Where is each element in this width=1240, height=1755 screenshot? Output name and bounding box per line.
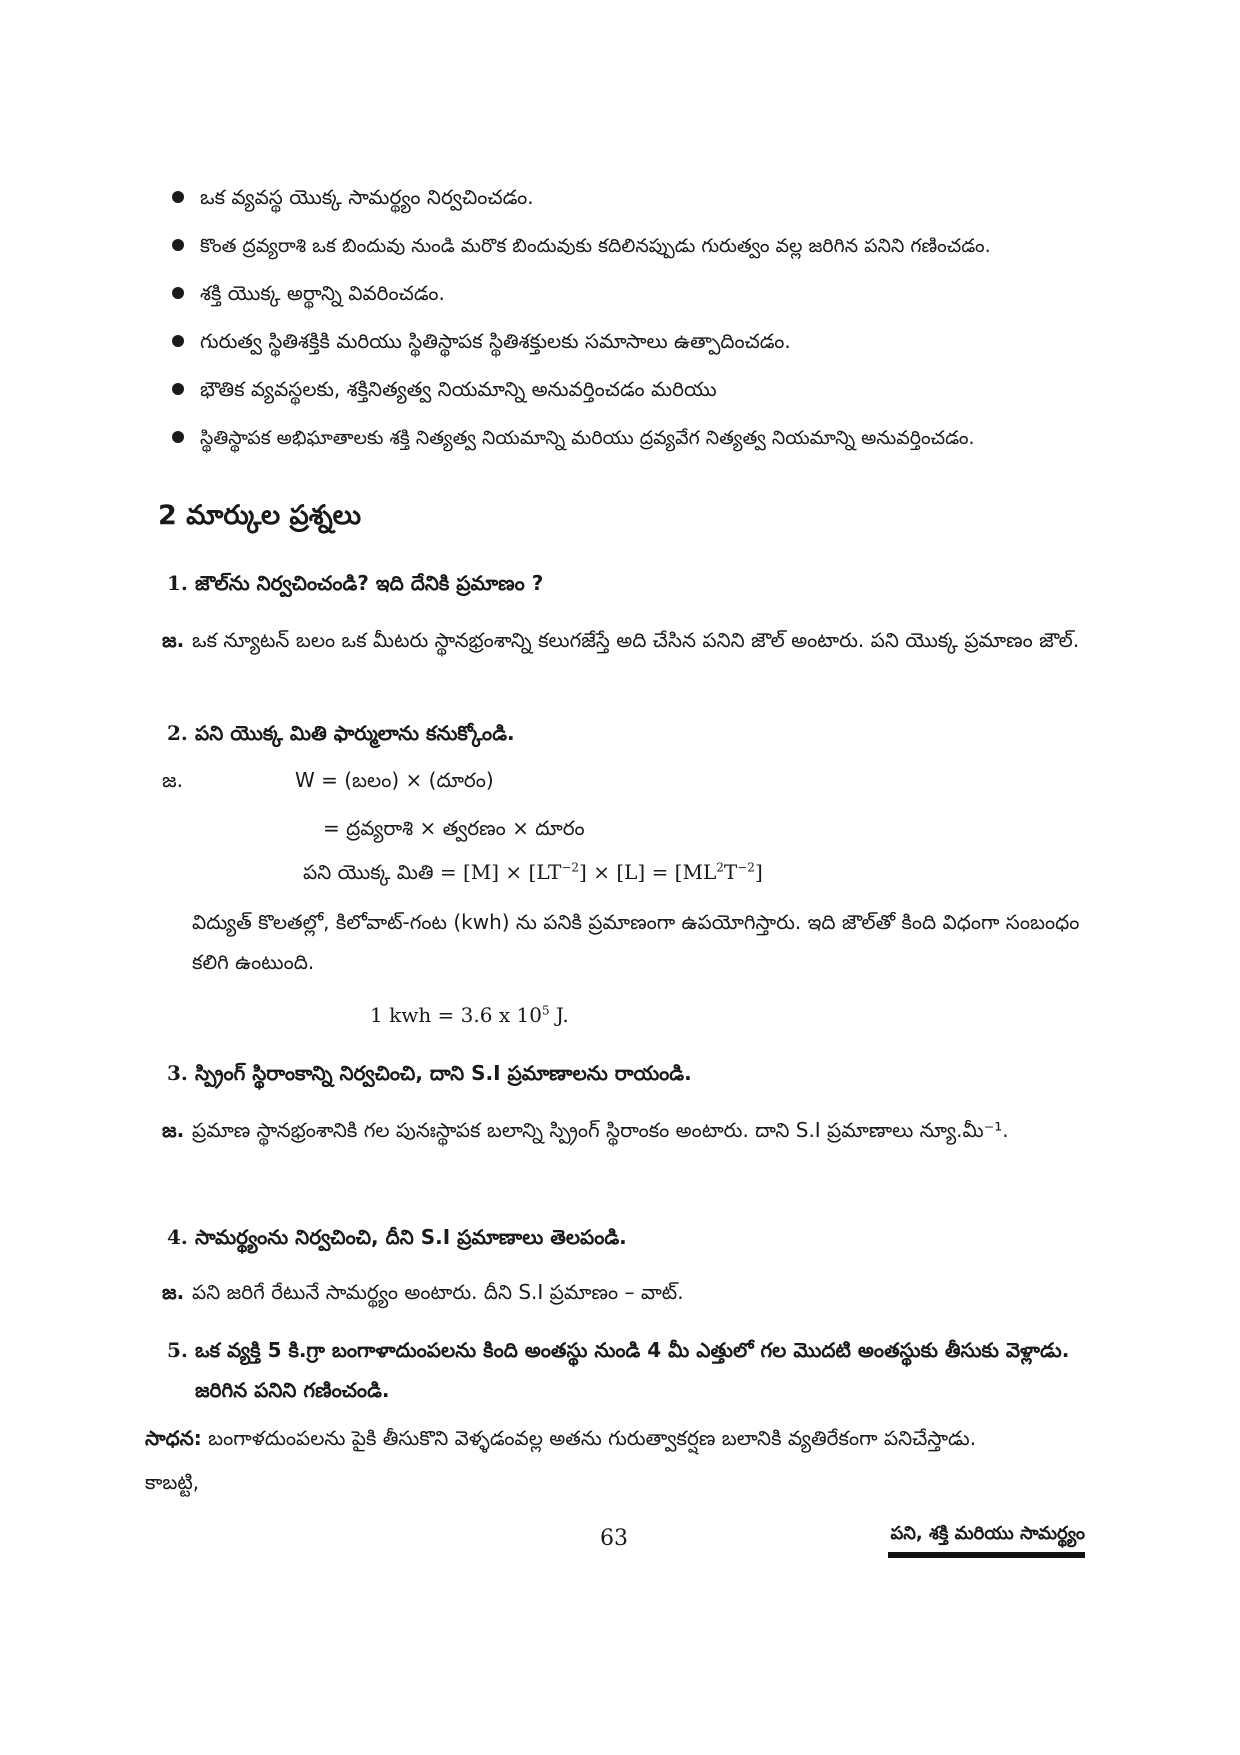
equation-label: పని యొక్క మితి — [303, 860, 434, 884]
kwh-conversion: 1 kwh = 3.6 x $10^5$ J. — [370, 1003, 569, 1027]
list-item: గురుత్వ స్థితిశక్తికి మరియు స్థితిస్థాపక స్థితిశక్తులకు సమాసాలు ఉత్పాదించడం. — [170, 326, 1090, 374]
answer-text: ప్రమాణ స్థానభ్రంశానికి గల పునఃస్థాపక బలాన్ని స్ప్రింగ్ స్థిరాంకం అంటారు. దాని S.I ప్రమాణాలు న్యూ.మీ⁻¹. — [192, 1118, 1009, 1142]
equation-work-expanded: = ద్రవ్యరాశి × త్వరణం × దూరం — [323, 816, 585, 840]
question-number: 3. — [167, 1061, 188, 1085]
solution — [145, 1418, 1085, 1458]
bullet-icon — [172, 335, 184, 347]
question-5 — [167, 1330, 1085, 1410]
list-item: శక్తి యొక్క అర్థాన్ని వివరించడం. — [170, 278, 1090, 326]
equation-work: W = (బలం) × (దూరం) — [295, 768, 494, 792]
question-text: ఒక వ్యక్తి 5 కి.గ్రా బంగాళాదుంపలను కింది అంతస్థు నుండి 4 మీ ఎత్తులో గల మొదటి అంతస్థుకు తీసుకు వెళ్లాడు. జరిగిన పనిని గణించండి. — [195, 1338, 1070, 1402]
answer-text: ఒక న్యూటన్ బలం ఒక మీటరు స్థానభ్రంశాన్ని కలుగజేస్తే అది చేసిన పనిని జౌల్ అంటారు. పని యొక్క ప్రమాణం జౌల్. — [192, 628, 1080, 652]
objectives-list — [170, 182, 1090, 470]
bullet-icon — [172, 383, 184, 395]
bullet-icon — [172, 239, 184, 251]
solution-continuation: కాబట్టి, — [145, 1470, 200, 1494]
chapter-title: పని, శక్తి మరియు సామర్థ్యం — [890, 1523, 1085, 1544]
bullet-icon — [172, 287, 184, 299]
question-text: పని యొక్క మితి ఫార్ములాను కనుక్కోండి. — [195, 721, 515, 745]
answer-label: జ. — [162, 628, 185, 652]
dimension-formula: = $[M] \times [LT^{-2}] \times [L] = [ML^2T^{-2}]$ — [439, 860, 763, 884]
page-number: 63 — [600, 1526, 628, 1551]
solution-text: బంగాళదుంపలను పైకి తీసుకొని వెళ్ళడంవల్ల అతను గురుత్వాకర్షణ బలానికి వ్యతిరేకంగా పనిచేస్తాడు. — [208, 1426, 977, 1450]
question-4 — [167, 1222, 627, 1252]
question-number: 4. — [167, 1225, 188, 1249]
question-text: జౌల్‌ను నిర్వచించండి? ఇది దేనికి ప్రమాణం ? — [195, 571, 544, 595]
answer-label: జ. — [162, 1280, 185, 1304]
question-text: స్ప్రింగ్ స్థిరాంకాన్ని నిర్వచించి, దాని S.I ప్రమాణాలను రాయండి. — [195, 1061, 692, 1085]
bullet-icon — [172, 191, 184, 203]
question-1 — [167, 568, 544, 598]
footer-rule — [888, 1552, 1085, 1558]
answer-3 — [162, 1110, 1087, 1150]
answer-label: జ. — [162, 1118, 185, 1142]
answer-4 — [162, 1272, 1087, 1312]
list-item: కొంత ద్రవ్యరాశి ఒక బిందువు నుండి మరొక బిందువుకు కదిలినప్పుడు గురుత్వం వల్ల జరిగిన పనిని గణించడం. — [170, 230, 1090, 278]
kwh-note: విద్యుత్ కొలతల్లో, కిలోవాట్-గంట (kwh) ను పనికి ప్రమాణంగా ఉపయోగిస్తారు. ఇది జౌల్‌తో కింది విధంగా సంబంధం కలిగి ఉంటుంది. — [192, 910, 1080, 974]
answer-text: పని జరిగే రేటునే సామర్థ్యం అంటారు. దీని S.I ప్రమాణం – వాట్. — [192, 1280, 684, 1304]
answer-label: జ. — [162, 768, 183, 792]
question-text: సామర్థ్యంను నిర్వచించి, దీని S.I ప్రమాణాలు తెలపండి. — [195, 1225, 627, 1249]
answer-1 — [162, 620, 1087, 660]
question-number: 2. — [167, 721, 188, 745]
solution-label: సాధన: — [145, 1426, 202, 1450]
question-number: 5. — [167, 1338, 188, 1362]
question-2 — [167, 718, 515, 748]
list-item: భౌతిక వ్యవస్థలకు, శక్తినిత్యత్వ నియమాన్ని అనువర్తించడం మరియు — [170, 374, 1090, 422]
question-number: 1. — [167, 571, 188, 595]
bullet-icon — [172, 431, 184, 443]
question-3 — [167, 1058, 692, 1088]
equation-dimension — [303, 852, 763, 892]
section-heading: 2 మార్కుల ప్రశ్నలు — [158, 500, 362, 531]
list-item: ఒక వ్యవస్థ యొక్క సామర్థ్యం నిర్వచించడం. — [170, 182, 1090, 230]
list-item: స్థితిస్థాపక అభిఘాతాలకు శక్తి నిత్యత్వ నియమాన్ని మరియు ద్రవ్యవేగ నిత్యత్వ నియమాన్ని అనువర్తించడం. — [170, 422, 1090, 470]
